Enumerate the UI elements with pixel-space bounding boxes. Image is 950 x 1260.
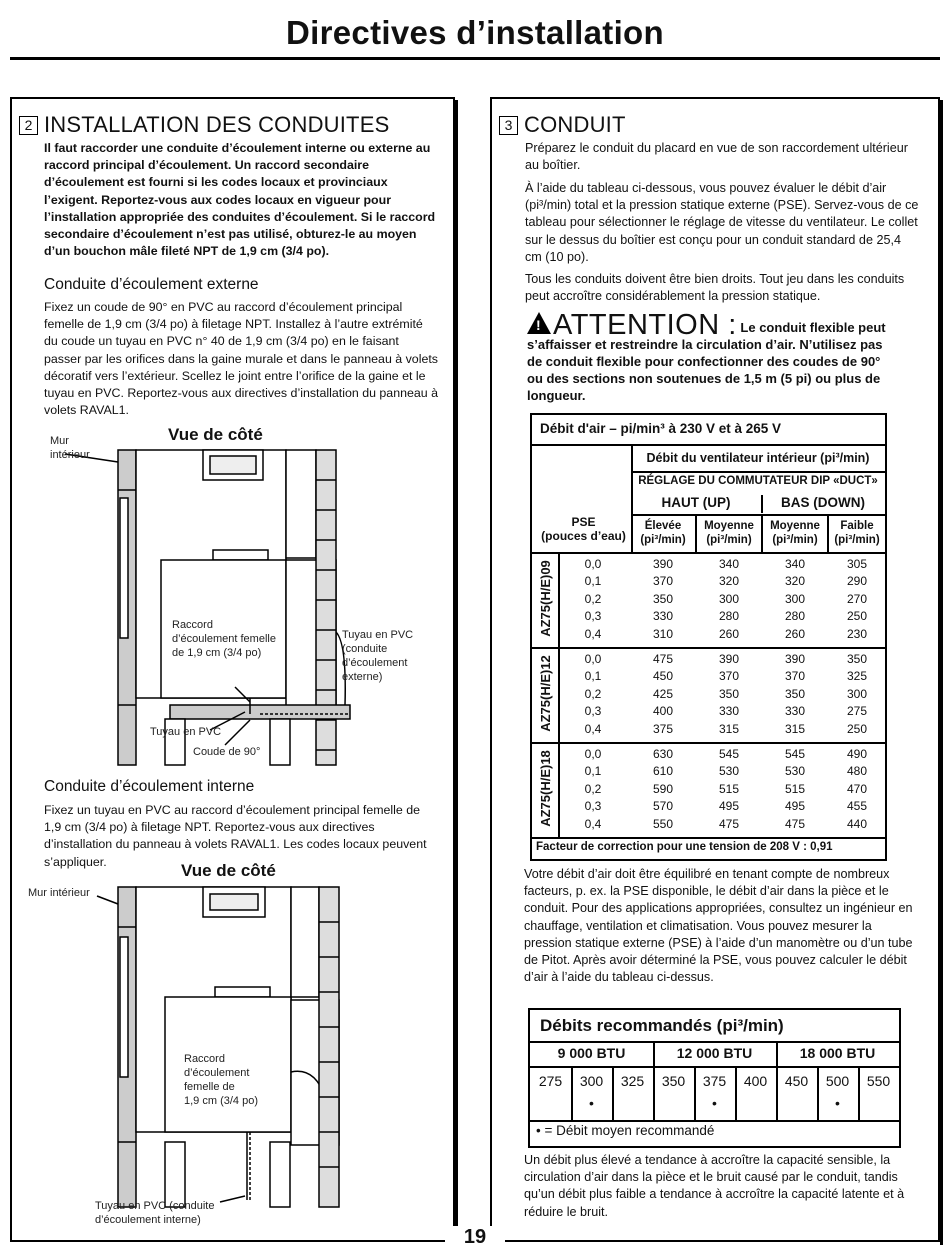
label-mur-interieur: Mur intérieur [50, 435, 90, 461]
btu-12000: 12 000 BTU [676, 1045, 753, 1061]
col-faible: Faible (pi³/min) [834, 520, 880, 546]
section-number: 2 [19, 116, 38, 135]
rec-divider [612, 1066, 614, 1120]
airflow-column-c3-group-0: 340 320 300 280 260 [784, 557, 806, 641]
left-panel-shadow [455, 100, 458, 1245]
section-title: INSTALLATION DES CONDUITES [44, 112, 390, 137]
right-panel-shadow [940, 100, 943, 1245]
conduit-p4: Votre débit d’air doit être équilibré en tenant compte de nombreux facteurs, p. ex. la PSE disponible, le débit d’air dans la pièce et le conduit. Pour des applications appropriées, consultez un ingénieur en chauffage, ventilation et climatisation. Vous pouvez mesurer la pression statique externe (PSE) à l’aide d’un manomètre ou d’un tube de Pitot. Après avoir déterminé la PSE, vous pouvez calculer le débit d’air à l’aide du tableau ci-dessus. [524, 867, 913, 985]
btu-9000: 9 000 BTU [557, 1045, 626, 1061]
correction-factor: Facteur de correction pour une tension de 208 V : 0,91 [536, 841, 833, 853]
page-number: 19 [445, 1226, 505, 1249]
rec-divider [694, 1066, 696, 1120]
col-moyenne-down: Moyenne (pi³/min) [770, 520, 820, 546]
recommended-flow-table [528, 1008, 901, 1148]
attention-word: ATTENTION : [553, 309, 737, 341]
rec-value-cell: 550 [866, 1073, 891, 1089]
airflow-column-c3-group-2: 545 530 515 495 475 [784, 747, 806, 831]
rec-value-cell: 300 • [579, 1073, 604, 1111]
conduit-p5: Un débit plus élevé a tendance à accroître la capacité sensible, la circulation d’air dans la pièce et le bruit causé par le conduit, tandis qu’un débit plus faible a tendance à accroître la capacité latente et à réduire le bruit. [524, 1153, 905, 1219]
airflow-column-pse-group-2: 0,0 0,1 0,2 0,3 0,4 [584, 747, 602, 831]
airflow-column-c4-group-0: 305 290 270 250 230 [846, 557, 868, 641]
btu-18000: 18 000 BTU [799, 1045, 876, 1061]
rec-value-cell: 350 [661, 1073, 686, 1089]
rec-value-cell: 500 • [825, 1073, 850, 1111]
section-number: 3 [499, 116, 518, 135]
rec-value-cell: 375 • [702, 1073, 727, 1111]
airflow-column-c2-group-1: 390 370 350 330 315 [718, 652, 740, 736]
model-label-12: AZ75(H/E)12 [538, 655, 553, 732]
label-tuyau-pvc: Tuyau en PVC [150, 726, 222, 738]
external-drain-diagram [45, 440, 375, 770]
airflow-column-pse-group-1: 0,0 0,1 0,2 0,3 0,4 [584, 652, 602, 736]
airflow-column-c4-group-1: 350 325 300 275 250 [846, 652, 868, 736]
label-raccord-femelle: Raccord d’écoulement femelle de 1,9 cm (3/4 po) [172, 619, 276, 659]
airflow-column-c3-group-1: 390 370 350 330 315 [784, 652, 806, 736]
rec-divider [735, 1066, 737, 1120]
internal-drain-text: Fixez un tuyau en PVC au raccord d’écoulement principal femelle de 1,9 cm (3/4 po) à filetage NPT. Reportez-vous aux directives d’installation du panneau à volets RAVAL1. Les codes locaux peuvent s’appliquer. [44, 803, 427, 869]
title-rule [10, 57, 940, 60]
warning-icon [527, 312, 551, 334]
attention-text: Le conduit flexible peut s’affaisser et restreindre la circulation d’air. N’utilisez pas de conduit flexible pour confectionner des coudes de 90° ou des sections non soutenues de 1,5 m (5 pi) ou plus de longueur. [527, 320, 886, 403]
rec-value-cell: 325 [620, 1073, 645, 1089]
external-drain-heading: Conduite d’écoulement externe [44, 276, 259, 293]
airflow-column-c1-group-1: 475 450 425 400 375 [652, 652, 674, 736]
airflow-column-c2-group-0: 340 320 300 280 260 [718, 557, 740, 641]
rec-value-cell: 275 [538, 1073, 563, 1089]
airflow-table-title: Débit d'air – pi/min³ à 230 V et à 265 V [540, 421, 782, 436]
rec-divider [571, 1066, 573, 1120]
label-tuyau-interne: Tuyau en PVC (conduite d’écoulement interne) [95, 1200, 215, 1226]
down-header: BAS (DOWN) [781, 495, 865, 510]
diagram1-title: Vue de côté [168, 425, 263, 444]
col-elevee: Élevée (pi³/min) [640, 520, 686, 546]
airflow-column-c1-group-0: 390 370 350 330 310 [652, 557, 674, 641]
airflow-column-pse-group-0: 0,0 0,1 0,2 0,3 0,4 [584, 557, 602, 641]
airflow-column-c2-group-2: 545 530 515 495 475 [718, 747, 740, 831]
rec-divider [858, 1066, 860, 1120]
page-title: Directives d’installation [286, 14, 664, 51]
section-2-heading [19, 112, 389, 138]
model-label-09: AZ75(H/E)09 [538, 560, 553, 637]
external-drain-text: Fixez un coude de 90° en PVC au raccord d’écoulement principal femelle de 1,9 cm (3/4 po) à filetage NPT. Installez à l’autre extrémité du coude un tuyau en PVC n° 40 de 1,9 cm (3/4 po) en le faisant passer par les orifices dans la gaine murale et dans le panneau à volets décoratif vers l’extérieur. Scellez le joint entre l’orifice de la gaine et le tuyau en PVC. Reportez-vous aux directives d’installation du panneau à volets RAVAL1. [44, 300, 438, 418]
conduit-p1: Préparez le conduit du placard en vue de son raccordement ultérieur au boîtier. [525, 141, 908, 173]
up-header: HAUT (UP) [661, 495, 731, 510]
dip-switch-header: RÉGLAGE DU COMMUTATEUR DIP «DUCT» [638, 475, 878, 487]
label-tuyau-externe: Tuyau en PVC (conduite d’écoulement externe) [342, 629, 414, 683]
section-title: CONDUIT [524, 112, 626, 137]
label-raccord-femelle-2: Raccord d’écoulement femelle de 1,9 cm (3/4 po) [184, 1053, 258, 1107]
rec-title: Débits recommandés (pi³/min) [540, 1016, 784, 1035]
internal-drain-heading: Conduite d’écoulement interne [44, 778, 255, 795]
attention-warning [527, 310, 897, 404]
pse-header: PSE (pouces d’eau) [541, 515, 626, 543]
rec-divider [817, 1066, 819, 1120]
rec-value-cell: 400 [743, 1073, 768, 1089]
airflow-table [530, 413, 887, 861]
conduit-p3: Tous les conduits doivent être bien droits. Tout jeu dans les conduits peut accroître considérablement la pression statique. [525, 272, 905, 304]
label-coude: Coude de 90° [193, 746, 261, 758]
section-3-heading [499, 112, 626, 138]
internal-drain-diagram [85, 882, 385, 1217]
col-moyenne-up: Moyenne (pi³/min) [704, 520, 754, 546]
fan-flow-header: Débit du ventilateur intérieur (pi³/min) [646, 451, 870, 465]
diagram2-title: Vue de côté [181, 861, 276, 880]
install-intro: Il faut raccorder une conduite d’écoulement interne ou externe au raccord principal d’écoulement. Un raccord secondaire d’écoulement est fourni si les codes locaux et provinciaux l’exigent. Reportez-vous aux codes locaux en vigueur pour l’installation appropriée des conduites d’écoulement. Si le raccord secondaire d’écoulement n’est pas utilisé, obturez-le au moyen d’un bouchon mâle fileté NPT de 1,9 cm (3/4 po). [44, 141, 436, 259]
rec-value-cell: 450 [784, 1073, 809, 1089]
model-label-18: AZ75(H/E)18 [538, 750, 553, 827]
label-mur-interieur-2: Mur intérieur [28, 887, 90, 899]
airflow-column-c1-group-2: 630 610 590 570 550 [652, 747, 674, 831]
rec-legend: • = Débit moyen recommandé [536, 1123, 715, 1138]
airflow-column-c4-group-2: 490 480 470 455 440 [846, 747, 868, 831]
conduit-p2: À l’aide du tableau ci-dessous, vous pouvez évaluer le débit d’air (pi³/min) total et la pression statique externe (PSE). Servez-vous de ce tableau pour sélectionner le réglage de vitesse du ventilateur. Le collet sur le dessus du boîtier est conçu pour un conduit standard de 25,4 cm (10 po). [525, 181, 919, 264]
